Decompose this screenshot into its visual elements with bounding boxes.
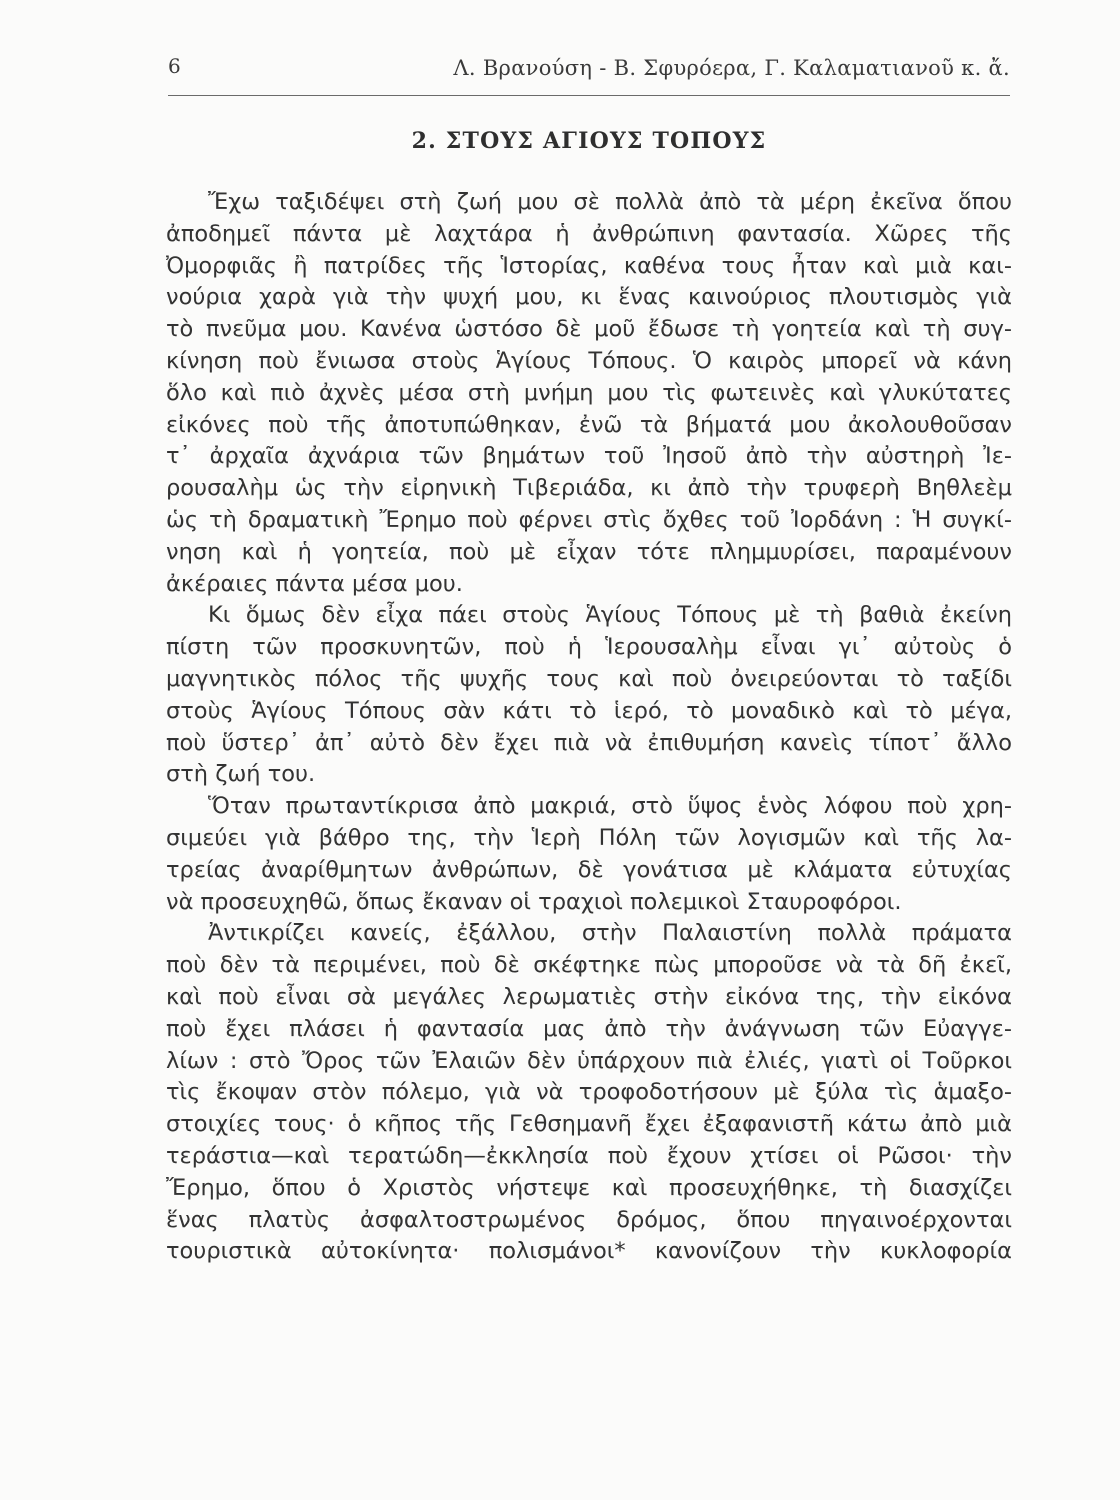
text-line: τὶς ἔκοψαν στὸν πόλεμο, γιὰ νὰ τροφοδοτήσουν μὲ ξύλα τὶς ἁμαξο- [166, 1079, 1012, 1106]
text-line: ὅλο καὶ πιὸ ἀχνὲς μέσα στὴ μνήμη μου τὶς φωτεινὲς καὶ γλυκύτατες [166, 379, 1012, 406]
chapter-title: 2. ΣΤΟΥΣ ΑΓΙΟΥΣ ΤΟΠΟΥΣ [411, 128, 767, 154]
text-line: ποὺ ἔχει πλάσει ἡ φαντασία μας ἀπὸ τὴν ἀνάγνωση τῶν Εὐαγγε- [166, 1015, 1012, 1042]
page-number: 6 [168, 54, 181, 78]
text-line: πίστη τῶν προσκυνητῶν, ποὺ ἡ Ἱερουσαλὴμ εἶναι γι᾽ αὐτοὺς ὁ [166, 634, 1012, 661]
text-line: λίων : στὸ Ὄρος τῶν Ἐλαιῶν δὲν ὑπάρχουν πιὰ ἐλιές, γιατὶ οἱ Τοῦρκοι [166, 1047, 1012, 1074]
text-line: Κι ὅμως δὲν εἶχα πάει στοὺς Ἁγίους Τόπους μὲ τὴ βαθιὰ ἐκείνη [208, 602, 1012, 629]
text-line: ἕνας πλατὺς ἀσφαλτοστρωμένος δρόμος, ὅπου πηγαινοέρχονται [166, 1206, 1012, 1233]
text-line: στοιχίες τους· ὁ κῆπος τῆς Γεθσημανῆ ἔχει ἐξαφανιστῆ κάτω ἀπὸ μιὰ [166, 1111, 1012, 1138]
text-line: στὴ ζωή του. [166, 761, 316, 788]
text-line: ὡς τὴ δραματικὴ Ἔρημο ποὺ φέρνει στὶς ὄχθες τοῦ Ἰορδάνη : Ἡ συγκί- [166, 506, 1012, 533]
paragraph-4 [166, 918, 1012, 1268]
text-line: τρείας ἀναρίθμητων ἀνθρώπων, δὲ γονάτισα μὲ κλάματα εὐτυχίας [166, 856, 1012, 883]
running-head-authors: Λ. Βρανούση - Β. Σφυρόερα, Γ. Καλαματιανοῦ κ. ἄ. [453, 56, 1010, 80]
running-head [168, 50, 1010, 90]
text-line: νὰ προσευχηθῶ, ὅπως ἔκαναν οἱ τραχιοὶ πολεμικοὶ Σταυροφόροι. [166, 888, 902, 915]
text-line: Ὀμορφιᾶς ἢ πατρίδες τῆς Ἱστορίας, καθένα τους ἦταν καὶ μιὰ και- [166, 252, 1012, 279]
text-line: νηση καὶ ἡ γοητεία, ποὺ μὲ εἶχαν τότε πλημμυρίσει, παραμένουν [166, 538, 1012, 565]
text-line: εἰκόνες ποὺ τῆς ἀποτυπώθηκαν, ἐνῶ τὰ βήματά μου ἀκολουθοῦσαν [166, 411, 1012, 438]
text-line: τὸ πνεῦμα μου. Κανένα ὡστόσο δὲ μοῦ ἔδωσε τὴ γοητεία καὶ τὴ συγ- [166, 316, 1012, 343]
paragraph-3 [166, 791, 1012, 918]
body-text [166, 187, 1012, 1268]
text-line: Ὅταν πρωταντίκρισα ἀπὸ μακριά, στὸ ὕψος ἑνὸς λόφου ποὺ χρη- [208, 793, 1012, 820]
text-line: ρουσαλὴμ ὡς τὴν εἰρηνικὴ Τιβεριάδα, κι ἀπὸ τὴν τρυφερὴ Βηθλεὲμ [166, 475, 1012, 502]
text-line: Ἀντικρίζει κανείς, ἐξάλλου, στὴν Παλαιστίνη πολλὰ πράματα [208, 920, 1012, 947]
text-line: νούρια χαρὰ γιὰ τὴν ψυχή μου, κι ἕνας καινούριος πλουτισμὸς γιὰ [166, 284, 1012, 311]
text-line: στοὺς Ἁγίους Τόπους σὰν κάτι τὸ ἱερό, τὸ μοναδικὸ καὶ τὸ μέγα, [166, 697, 1012, 724]
text-line: τουριστικὰ αὐτοκίνητα· πολισμάνοι* κανονίζουν τὴν κυκλοφορία [166, 1238, 1012, 1265]
text-line: Ἔχω ταξιδέψει στὴ ζωή μου σὲ πολλὰ ἀπὸ τὰ μέρη ἐκεῖνα ὅπου [208, 189, 1012, 215]
text-line: μαγνητικὸς πόλος τῆς ψυχῆς τους καὶ ποὺ ὀνειρεύονται τὸ ταξίδι [166, 665, 1012, 692]
text-line: σιμεύει γιὰ βάθρο της, τὴν Ἱερὴ Πόλη τῶν λογισμῶν καὶ τῆς λα- [166, 824, 1012, 851]
text-line: τεράστια—καὶ τερατώδη—ἐκκλησία ποὺ ἔχουν χτίσει οἱ Ρῶσοι· τὴν [166, 1142, 1012, 1169]
text-line: καὶ ποὺ εἶναι σὰ μεγάλες λερωματιὲς στὴν εἰκόνα της, τὴν εἰκόνα [166, 983, 1012, 1010]
text-line: ποὺ δὲν τὰ περιμένει, ποὺ δὲ σκέφτηκε πὼς μποροῦσε νὰ τὰ δῆ ἐκεῖ, [166, 952, 1012, 979]
text-line: ποὺ ὕστερ᾽ ἀπ᾽ αὐτὸ δὲν ἔχει πιὰ νὰ ἐπιθυμήση κανεὶς τίποτ᾽ ἄλλο [166, 729, 1012, 756]
text-line: ἀποδημεῖ πάντα μὲ λαχτάρα ἡ ἀνθρώπινη φαντασία. Χῶρες τῆς [166, 220, 1012, 247]
header-rule [168, 95, 1010, 96]
text-line: Ἔρημο, ὅπου ὁ Χριστὸς νήστεψε καὶ προσευχήθηκε, τὴ διασχίζει [166, 1174, 1012, 1201]
paragraph-2 [166, 600, 1012, 791]
paragraph-1 [166, 187, 1012, 600]
text-line: τ᾽ ἀρχαῖα ἀχνάρια τῶν βημάτων τοῦ Ἰησοῦ ἀπὸ τὴν αὐστηρὴ Ἰε- [166, 443, 1012, 470]
text-line: κίνηση ποὺ ἔνιωσα στοὺς Ἁγίους Τόπους. Ὁ καιρὸς μπορεῖ νὰ κάνη [166, 347, 1012, 374]
text-line: ἀκέραιες πάντα μέσα μου. [166, 570, 463, 597]
